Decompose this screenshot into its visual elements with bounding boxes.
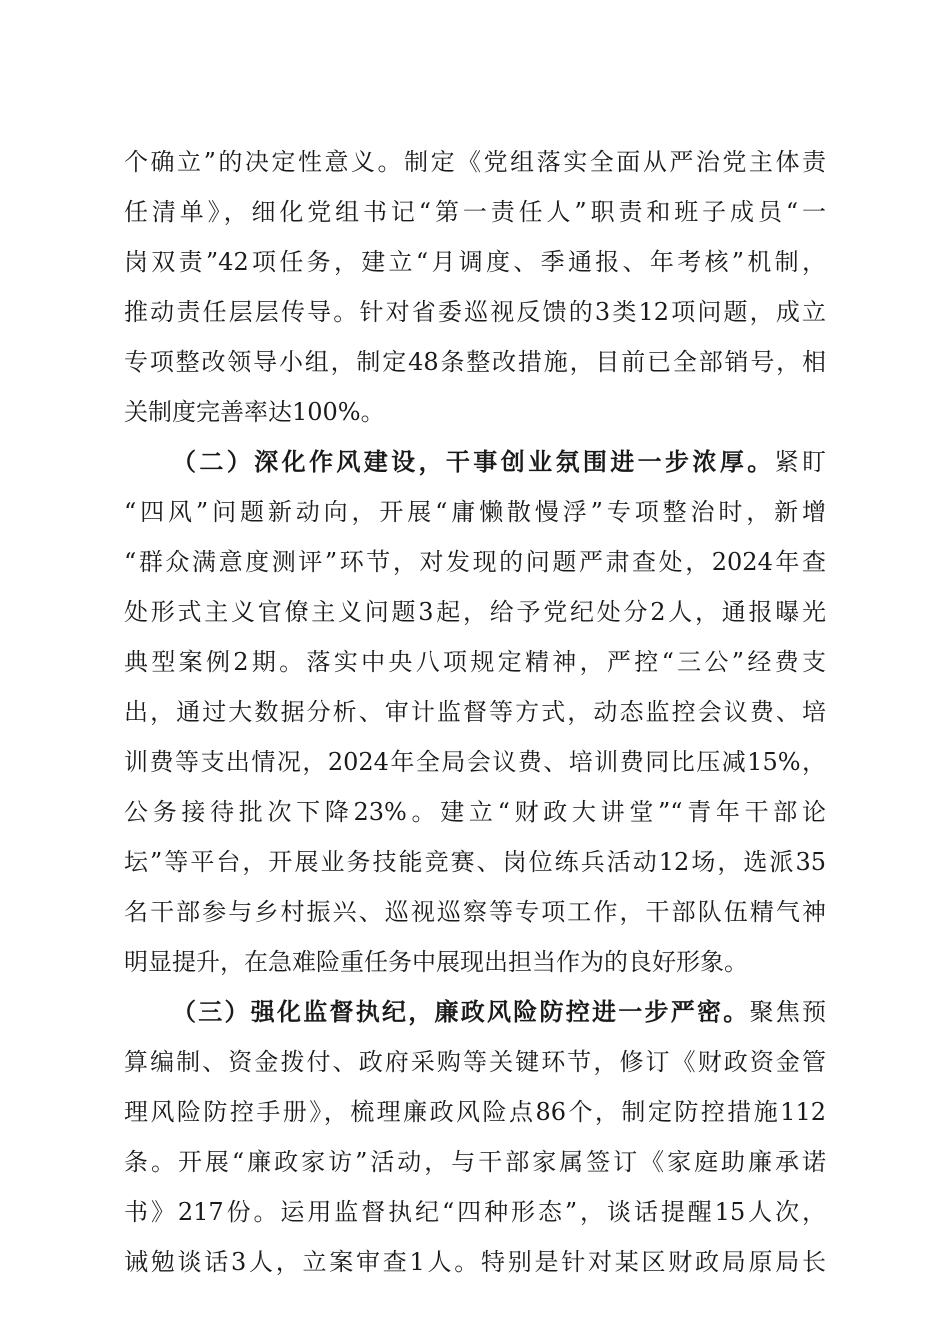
section-heading: （二）深化作风建设，干事创业氛围进一步浓厚。: [172, 447, 775, 476]
paragraph-3: [124, 987, 826, 1287]
paragraph-2: [124, 437, 826, 987]
paragraph-line: 岗双责”42项任务，建立“月调度、季通报、年考核”机制，: [124, 248, 826, 276]
paragraph-first-line: [124, 437, 826, 487]
paragraph-line: 诫勉谈话3人，立案审查1人。特别是针对某区财政局原局长: [124, 1248, 826, 1276]
paragraph-line: 专项整改领导小组，制定48条整改措施，目前已全部销号，相: [124, 348, 826, 376]
paragraph-line: 条。开展“廉政家访”活动，与干部家属签订《家庭助廉承诺: [124, 1148, 826, 1176]
paragraph-line: “群众满意度测评”环节，对发现的问题严肃查处，2024年查: [124, 548, 826, 576]
paragraph-line: 坛”等平台，开展业务技能竞赛、岗位练兵活动12场，选派35: [124, 848, 826, 876]
paragraph-first-line: [124, 987, 826, 1037]
paragraph-line: 任清单》，细化党组书记“第一责任人”职责和班子成员“一: [124, 198, 826, 226]
paragraph-line: 推动责任层层传导。针对省委巡视反馈的3类12项问题，成立: [124, 298, 826, 326]
paragraph-text: 紧盯: [774, 448, 827, 476]
paragraph-text: 聚焦预: [749, 998, 826, 1026]
paragraph-line: 处形式主义官僚主义问题3起，给予党纪处分2人，通报曝光: [124, 598, 826, 626]
paragraph-line: 公务接待批次下降23%。建立“财政大讲堂”“青年干部论: [124, 798, 826, 826]
paragraph-line: 出，通过大数据分析、审计监督等方式，动态监控会议费、培: [124, 698, 826, 726]
paragraph-line: 个确立”的决定性意义。制定《党组落实全面从严治党主体责: [124, 148, 826, 176]
paragraph-line: 书》217份。运用监督执纪“四种形态”，谈话提醒15人次，: [124, 1198, 826, 1226]
paragraph-line: 训费等支出情况，2024年全局会议费、培训费同比压减15%，: [124, 748, 826, 776]
section-heading: （三）强化监督执纪，廉政风险防控进一步严密。: [172, 997, 750, 1026]
paragraph-1: [124, 137, 826, 437]
paragraph-line: 理风险防控手册》，梳理廉政风险点86个，制定防控措施112: [124, 1098, 826, 1126]
paragraph-line: 关制度完善率达100%。: [124, 398, 385, 426]
paragraph-line: 明显提升，在急难险重任务中展现出担当作为的良好形象。: [124, 948, 748, 976]
paragraph-line: 算编制、资金拨付、政府采购等关键环节，修订《财政资金管: [124, 1048, 826, 1076]
paragraph-line: 名干部参与乡村振兴、巡视巡察等专项工作，干部队伍精气神: [124, 898, 826, 926]
document-body: [124, 137, 826, 1287]
paragraph-line: 典型案例2期。落实中央八项规定精神，严控“三公”经费支: [124, 648, 826, 676]
paragraph-line: “四风”问题新动向，开展“庸懒散慢浮”专项整治时，新增: [124, 498, 826, 526]
